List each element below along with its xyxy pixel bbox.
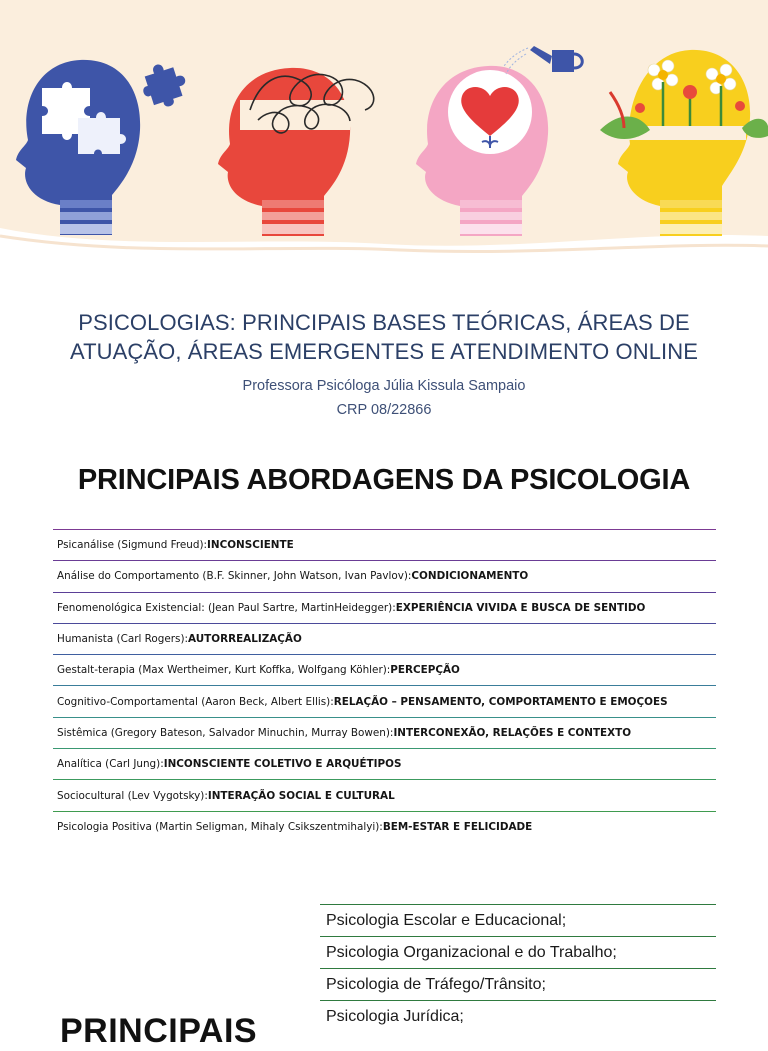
list-item: Psicologia Jurídica; (320, 1000, 716, 1032)
title-block (0, 308, 768, 422)
list-item (53, 811, 716, 842)
approach-label: Humanista (Carl Rogers): (57, 633, 188, 646)
list-item: Psicologia de Tráfego/Trânsito; (320, 968, 716, 1000)
crp-number: CRP 08/22866 (336, 402, 432, 418)
author-name: Professora Psicóloga Júlia Kissula Sampaio (242, 378, 526, 394)
approach-label: Cognitivo-Comportamental (Aaron Beck, Albert Ellis): (57, 695, 334, 708)
approach-label: Sistêmica (Gregory Bateson, Salvador Minuchin, Murray Bowen): (57, 726, 394, 739)
approach-keyword: INTERCONEXÃO, RELAÇÕES E CONTEXTO (393, 726, 632, 739)
approach-label: Fenomenológica Existencial: (Jean Paul Sartre, MartinHeidegger): (57, 601, 396, 614)
banner-illustration (0, 0, 768, 258)
list-item: Psicologia Escolar e Educacional; (320, 904, 716, 936)
approaches-heading: PRINCIPAIS ABORDAGENS DA PSICOLOGIA (77, 464, 691, 496)
list-item (53, 623, 716, 654)
document-title-line1: PSICOLOGIAS: PRINCIPAIS BASES TEÓRICAS, ÁREAS DE (78, 310, 690, 335)
list-item (53, 779, 716, 810)
approaches-list (53, 529, 716, 842)
list-item (53, 529, 716, 560)
approach-label: Psicanálise (Sigmund Freud): (57, 539, 208, 552)
approach-label: Psicologia Positiva (Martin Seligman, Mihaly Csikszentmihalyi): (57, 820, 383, 833)
approach-keyword: INCONSCIENTE (207, 539, 294, 552)
list-item (53, 560, 716, 591)
approach-keyword: INCONSCIENTE COLETIVO E ARQUÉTIPOS (163, 758, 402, 771)
header-banner (0, 0, 768, 258)
approach-keyword: RELAÇÃO – PENSAMENTO, COMPORTAMENTO E EMOÇOES (333, 695, 668, 708)
list-item: Psicologia Organizacional e do Trabalho; (320, 936, 716, 968)
author-info (0, 374, 768, 422)
approach-keyword: BEM-ESTAR E FELICIDADE (382, 820, 533, 833)
list-item (53, 717, 716, 748)
approach-label: Analítica (Carl Jung): (57, 758, 164, 771)
areas-list (320, 904, 716, 1032)
approach-label: Sociocultural (Lev Vygotsky): (57, 789, 208, 802)
list-item (53, 592, 716, 623)
approach-keyword: CONDICIONAMENTO (411, 570, 529, 583)
list-item (53, 685, 716, 716)
approach-keyword: AUTORREALIZAÇÃO (188, 633, 302, 646)
approach-keyword: EXPERIÊNCIA VIVIDA E BUSCA DE SENTIDO (395, 601, 646, 614)
approach-label: Gestalt-terapia (Max Wertheimer, Kurt Koffka, Wolfgang Köhler): (57, 664, 391, 677)
list-item (53, 654, 716, 685)
document-title-line2: ATUAÇÃO, ÁREAS EMERGENTES E ATENDIMENTO ONLINE (69, 339, 699, 364)
list-item (53, 748, 716, 779)
approach-keyword: INTERAÇÃO SOCIAL E CULTURAL (207, 789, 395, 802)
approach-keyword: PERCEPÇÃO (390, 664, 460, 677)
areas-heading-partial: PRINCIPAIS (60, 1012, 258, 1050)
approach-label: Análise do Comportamento (B.F. Skinner, John Watson, Ivan Pavlov): (57, 570, 412, 583)
document-title (0, 308, 768, 366)
